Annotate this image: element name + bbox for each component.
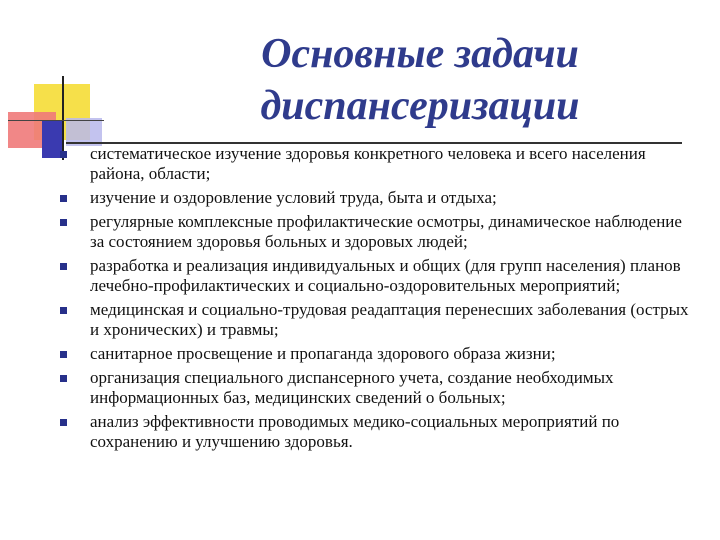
square-bullet-icon	[60, 151, 67, 158]
list-item	[60, 344, 700, 364]
square-bullet-icon	[60, 419, 67, 426]
task-list	[60, 144, 700, 456]
list-item-text: регулярные комплексные профилактические осмотры, динамическое наблюдение за состоянием здоровья больных и здоровых людей;	[90, 212, 682, 251]
list-item-text: организация специального диспансерного учета, создание необходимых информационных баз, медицинских сведений о больных;	[90, 368, 614, 407]
list-item-text: систематическое изучение здоровья конкретного человека и всего населения района, области;	[90, 144, 646, 183]
list-item-text: изучение и оздоровление условий труда, быта и отдыха;	[90, 188, 497, 207]
list-item	[60, 188, 700, 208]
list-item-text: разработка и реализация индивидуальных и общих (для групп населения) планов лечебно-профилактических и социально-оздоровительных мероприятий;	[90, 256, 681, 295]
decor-horizontal-line	[8, 120, 104, 121]
list-item	[60, 144, 700, 184]
list-item	[60, 368, 700, 408]
list-item	[60, 412, 700, 452]
slide-title-line-1: Основные задачи	[261, 31, 579, 77]
list-item	[60, 256, 700, 296]
list-item-text: медицинская и социально-трудовая реадаптация перенесших заболевания (острых и хронических) и травмы;	[90, 300, 689, 339]
square-bullet-icon	[60, 307, 67, 314]
square-bullet-icon	[60, 219, 67, 226]
square-bullet-icon	[60, 195, 67, 202]
list-item	[60, 212, 700, 252]
slide-title-line-2: диспансеризации	[260, 83, 580, 129]
square-bullet-icon	[60, 263, 67, 270]
square-bullet-icon	[60, 375, 67, 382]
list-item	[60, 300, 700, 340]
square-bullet-icon	[60, 351, 67, 358]
list-item-text: анализ эффективности проводимых медико-социальных мероприятий по сохранению и улучшению здоровья.	[90, 412, 620, 451]
slide-title	[160, 28, 680, 132]
list-item-text: санитарное просвещение и пропаганда здорового образа жизни;	[90, 344, 556, 363]
